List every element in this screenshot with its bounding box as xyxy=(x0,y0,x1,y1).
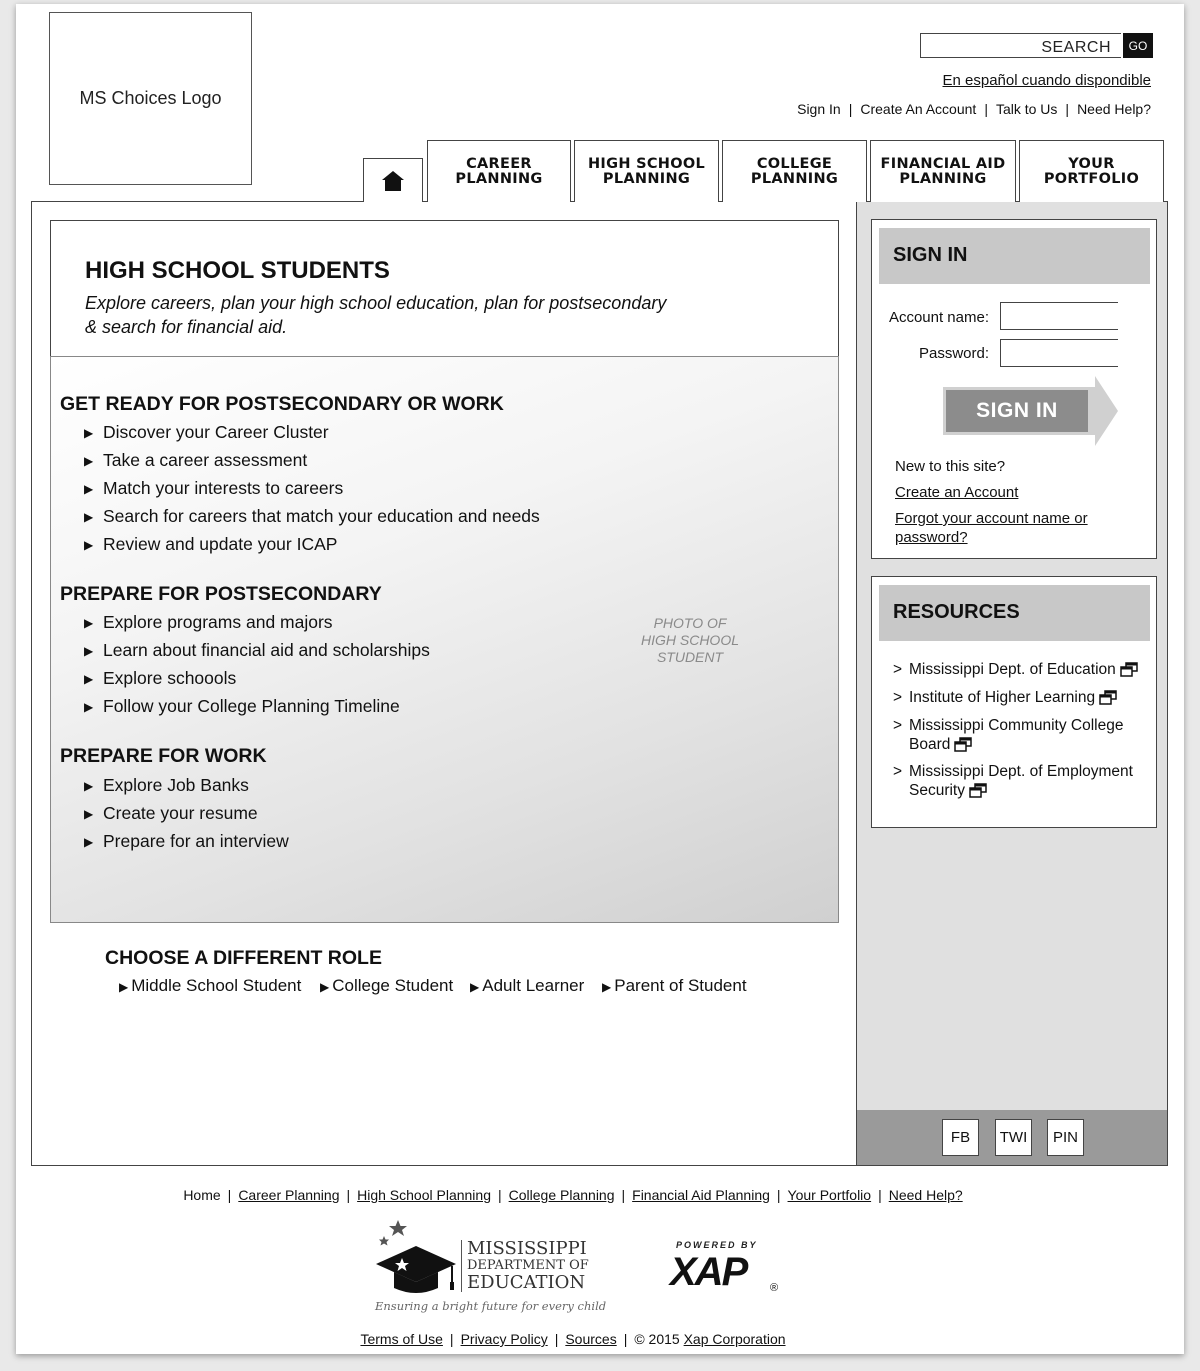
tab-line: PLANNING xyxy=(750,170,839,187)
resource-link[interactable] xyxy=(893,762,1151,800)
tab-financial-aid-planning[interactable] xyxy=(870,140,1016,202)
xap-wordmark: XAP xyxy=(670,1250,747,1294)
forgot-line: Forgot your account name or xyxy=(895,510,1088,527)
triangle-icon: ▶ xyxy=(320,980,330,994)
list-item[interactable] xyxy=(84,803,258,824)
tab-line: CAREER xyxy=(466,155,532,172)
external-link-icon xyxy=(1120,662,1138,677)
mde-line3: EDUCATION xyxy=(467,1272,586,1293)
tab-line: YOUR xyxy=(1068,155,1115,172)
forgot-line: password? xyxy=(895,529,968,546)
triangle-icon: ▶ xyxy=(84,643,94,658)
talk-to-us-link[interactable]: Talk to Us xyxy=(995,101,1058,117)
photo-caption-line: HIGH SCHOOL xyxy=(640,632,739,648)
list-item-label: Follow your College Planning Timeline xyxy=(103,696,400,716)
need-help-link[interactable]: Need Help? xyxy=(1077,101,1151,117)
list-item[interactable] xyxy=(84,696,400,717)
separator: | xyxy=(346,1187,351,1203)
triangle-icon: ▶ xyxy=(84,671,94,686)
footer-link-help[interactable]: Need Help? xyxy=(888,1187,963,1203)
triangle-icon: ▶ xyxy=(84,509,94,524)
list-item[interactable] xyxy=(84,422,329,443)
resource-line: Board xyxy=(909,736,951,753)
footer-nav xyxy=(0,1187,1146,1203)
facebook-button[interactable]: FB xyxy=(942,1119,979,1156)
tab-high-school-planning[interactable] xyxy=(574,140,719,202)
twitter-button[interactable]: TWI xyxy=(995,1119,1032,1156)
separator: | xyxy=(554,1331,559,1347)
tab-line: PLANNING xyxy=(602,170,691,187)
hero-panel xyxy=(50,220,839,357)
footer-link-college[interactable]: College Planning xyxy=(508,1187,615,1203)
tab-your-portfolio[interactable] xyxy=(1019,140,1164,202)
chevron-right-icon: > xyxy=(893,689,903,706)
footer-link-career[interactable]: Career Planning xyxy=(238,1187,340,1203)
external-link-icon xyxy=(969,783,987,798)
password-label: Password: xyxy=(918,345,989,362)
xap-corporation-link[interactable]: Xap Corporation xyxy=(683,1331,786,1347)
list-item-label: Take a career assessment xyxy=(103,450,308,470)
separator: | xyxy=(984,101,988,117)
resource-label xyxy=(909,688,1117,707)
list-item[interactable] xyxy=(84,831,289,852)
list-item-label: Review and update your ICAP xyxy=(103,534,338,554)
mde-name xyxy=(467,1240,589,1291)
separator: | xyxy=(621,1187,626,1203)
list-item-label: Learn about financial aid and scholarships xyxy=(103,640,430,660)
mde-tagline: Ensuring a bright future for every child xyxy=(375,1299,607,1313)
home-icon xyxy=(381,170,405,192)
graduation-cap-icon xyxy=(372,1218,462,1298)
photo-caption-line: PHOTO OF xyxy=(653,615,727,631)
tab-line: HIGH SCHOOL xyxy=(587,155,706,172)
footer-link-home[interactable]: Home xyxy=(183,1187,221,1203)
separator: | xyxy=(848,101,853,117)
tab-line: PLANNING xyxy=(899,170,987,187)
section-heading: PREPARE FOR WORK xyxy=(60,745,267,767)
spanish-link[interactable]: En español cuando dispondible xyxy=(942,72,1151,89)
triangle-icon: ▶ xyxy=(84,778,94,793)
list-item[interactable] xyxy=(84,612,333,633)
logo-text: MS Choices Logo xyxy=(79,88,222,108)
signin-button[interactable] xyxy=(943,376,1118,446)
separator: | xyxy=(623,1331,628,1347)
chevron-right-icon: > xyxy=(893,717,903,734)
triangle-icon: ▶ xyxy=(84,481,94,496)
new-to-site-text: New to this site? xyxy=(895,458,1006,475)
resource-line: Security xyxy=(909,782,965,799)
separator: | xyxy=(449,1331,454,1347)
list-item[interactable] xyxy=(84,450,307,471)
photo-placeholder xyxy=(630,615,750,666)
search-input[interactable] xyxy=(920,33,1121,58)
separator: | xyxy=(227,1187,232,1203)
signin-button-label: SIGN IN xyxy=(976,399,1058,422)
resource-line: Mississippi Dept. of Employment xyxy=(909,763,1133,780)
search-placeholder: SEARCH xyxy=(1041,39,1111,56)
list-item-label: Discover your Career Cluster xyxy=(103,422,329,442)
sign-in-link[interactable]: Sign In xyxy=(797,101,841,117)
chevron-right-icon: > xyxy=(893,763,903,780)
xap-logo[interactable] xyxy=(668,1240,788,1302)
resource-label xyxy=(909,762,1133,800)
resource-line: Mississippi Dept. of Education xyxy=(909,661,1116,678)
privacy-link[interactable]: Privacy Policy xyxy=(460,1331,548,1347)
role-label: Adult Learner xyxy=(482,976,585,995)
triangle-icon: ▶ xyxy=(84,806,94,821)
external-link-icon xyxy=(1099,690,1117,705)
subtitle-line: & search for financial aid. xyxy=(85,317,288,337)
triangle-icon: ▶ xyxy=(84,453,94,468)
utility-links xyxy=(797,101,1151,117)
tab-line: COLLEGE xyxy=(756,155,833,172)
list-item-label: Match your interests to careers xyxy=(103,478,344,498)
footer-link-high-school[interactable]: High School Planning xyxy=(357,1187,491,1203)
footer-link-portfolio[interactable]: Your Portfolio xyxy=(787,1187,872,1203)
terms-link[interactable]: Terms of Use xyxy=(360,1331,443,1347)
list-item-label: Search for careers that match your education and needs xyxy=(103,506,540,526)
photo-caption-line: STUDENT xyxy=(656,649,724,665)
mde-divider xyxy=(461,1240,462,1292)
resource-link[interactable] xyxy=(893,688,1151,707)
triangle-icon: ▶ xyxy=(84,425,94,440)
triangle-icon: ▶ xyxy=(470,980,480,994)
search-go-button[interactable]: GO xyxy=(1123,33,1153,58)
list-item-label: Explore Job Banks xyxy=(103,775,249,795)
tab-line: FINANCIAL AID xyxy=(880,155,1006,172)
external-link-icon xyxy=(954,737,972,752)
role-link-parent[interactable] xyxy=(602,976,747,996)
tab-career-planning[interactable] xyxy=(427,140,571,202)
resource-link[interactable] xyxy=(893,660,1151,679)
triangle-icon: ▶ xyxy=(602,980,612,994)
chevron-right-icon: > xyxy=(893,661,903,678)
list-item-label: Explore schoools xyxy=(103,668,237,688)
list-item-label: Prepare for an interview xyxy=(103,831,289,851)
list-item-label: Create your resume xyxy=(103,803,258,823)
resource-line: Mississippi Community College xyxy=(909,717,1124,734)
list-item[interactable] xyxy=(84,478,343,499)
role-label: Parent of Student xyxy=(614,976,747,995)
forgot-account-link[interactable] xyxy=(895,509,1088,547)
footer-link-financial-aid[interactable]: Financial Aid Planning xyxy=(632,1187,770,1203)
list-item[interactable] xyxy=(84,506,540,527)
password-field[interactable] xyxy=(1000,339,1118,367)
triangle-icon: ▶ xyxy=(84,537,94,552)
role-link-adult-learner[interactable] xyxy=(470,976,584,996)
mde-line2: DEPARTMENT OF xyxy=(467,1258,589,1273)
create-account-link[interactable]: Create an Account xyxy=(895,484,1019,501)
list-item[interactable] xyxy=(84,775,249,796)
role-label: Middle School Student xyxy=(131,976,302,995)
tab-line: PLANNING xyxy=(455,170,543,187)
triangle-icon: ▶ xyxy=(84,834,94,849)
list-item-label: Explore programs and majors xyxy=(103,612,333,632)
separator: | xyxy=(776,1187,781,1203)
triangle-icon: ▶ xyxy=(119,980,129,994)
xap-registered: ® xyxy=(770,1282,779,1294)
mde-logo[interactable] xyxy=(370,1218,607,1318)
section-heading: PREPARE FOR POSTSECONDARY xyxy=(60,583,382,605)
tab-college-planning[interactable] xyxy=(722,140,867,202)
list-item[interactable] xyxy=(84,640,430,661)
role-heading: CHOOSE A DIFFERENT ROLE xyxy=(105,947,382,969)
legal-links xyxy=(0,1331,1146,1347)
triangle-icon: ▶ xyxy=(84,699,94,714)
section-heading: GET READY FOR POSTSECONDARY OR WORK xyxy=(60,393,504,415)
list-item[interactable] xyxy=(84,534,337,555)
signin-heading: SIGN IN xyxy=(879,228,1150,284)
role-link-college[interactable] xyxy=(320,976,453,996)
separator: | xyxy=(1065,101,1070,117)
resource-label xyxy=(909,716,1123,754)
resource-line: Institute of Higher Learning xyxy=(909,689,1096,706)
sources-link[interactable]: Sources xyxy=(565,1331,617,1347)
role-link-middle-school[interactable] xyxy=(119,976,301,996)
resource-label xyxy=(909,660,1138,679)
nav-home-tab[interactable] xyxy=(363,158,423,202)
copyright-text: © 2015 xyxy=(634,1331,680,1347)
mde-line1: MISSISSIPPI xyxy=(467,1238,587,1259)
tab-line: PORTFOLIO xyxy=(1043,170,1140,187)
account-name-label: Account name: xyxy=(888,309,989,326)
subtitle-line: Explore careers, plan your high school education, plan for postsecondary xyxy=(85,293,667,313)
resource-link[interactable] xyxy=(893,716,1151,754)
separator: | xyxy=(878,1187,882,1203)
xap-powered-by: POWERED BY xyxy=(676,1240,758,1250)
pinterest-button[interactable]: PIN xyxy=(1047,1119,1084,1156)
triangle-icon: ▶ xyxy=(84,615,94,630)
role-label: College Student xyxy=(332,976,454,995)
list-item[interactable] xyxy=(84,668,236,689)
separator: | xyxy=(498,1187,502,1203)
page-title: HIGH SCHOOL STUDENTS xyxy=(85,257,390,284)
create-account-link[interactable]: Create An Account xyxy=(860,101,977,117)
account-name-field[interactable] xyxy=(1000,302,1118,330)
page-subtitle xyxy=(85,291,765,339)
resources-heading: RESOURCES xyxy=(879,585,1150,641)
site-logo[interactable] xyxy=(49,12,252,185)
